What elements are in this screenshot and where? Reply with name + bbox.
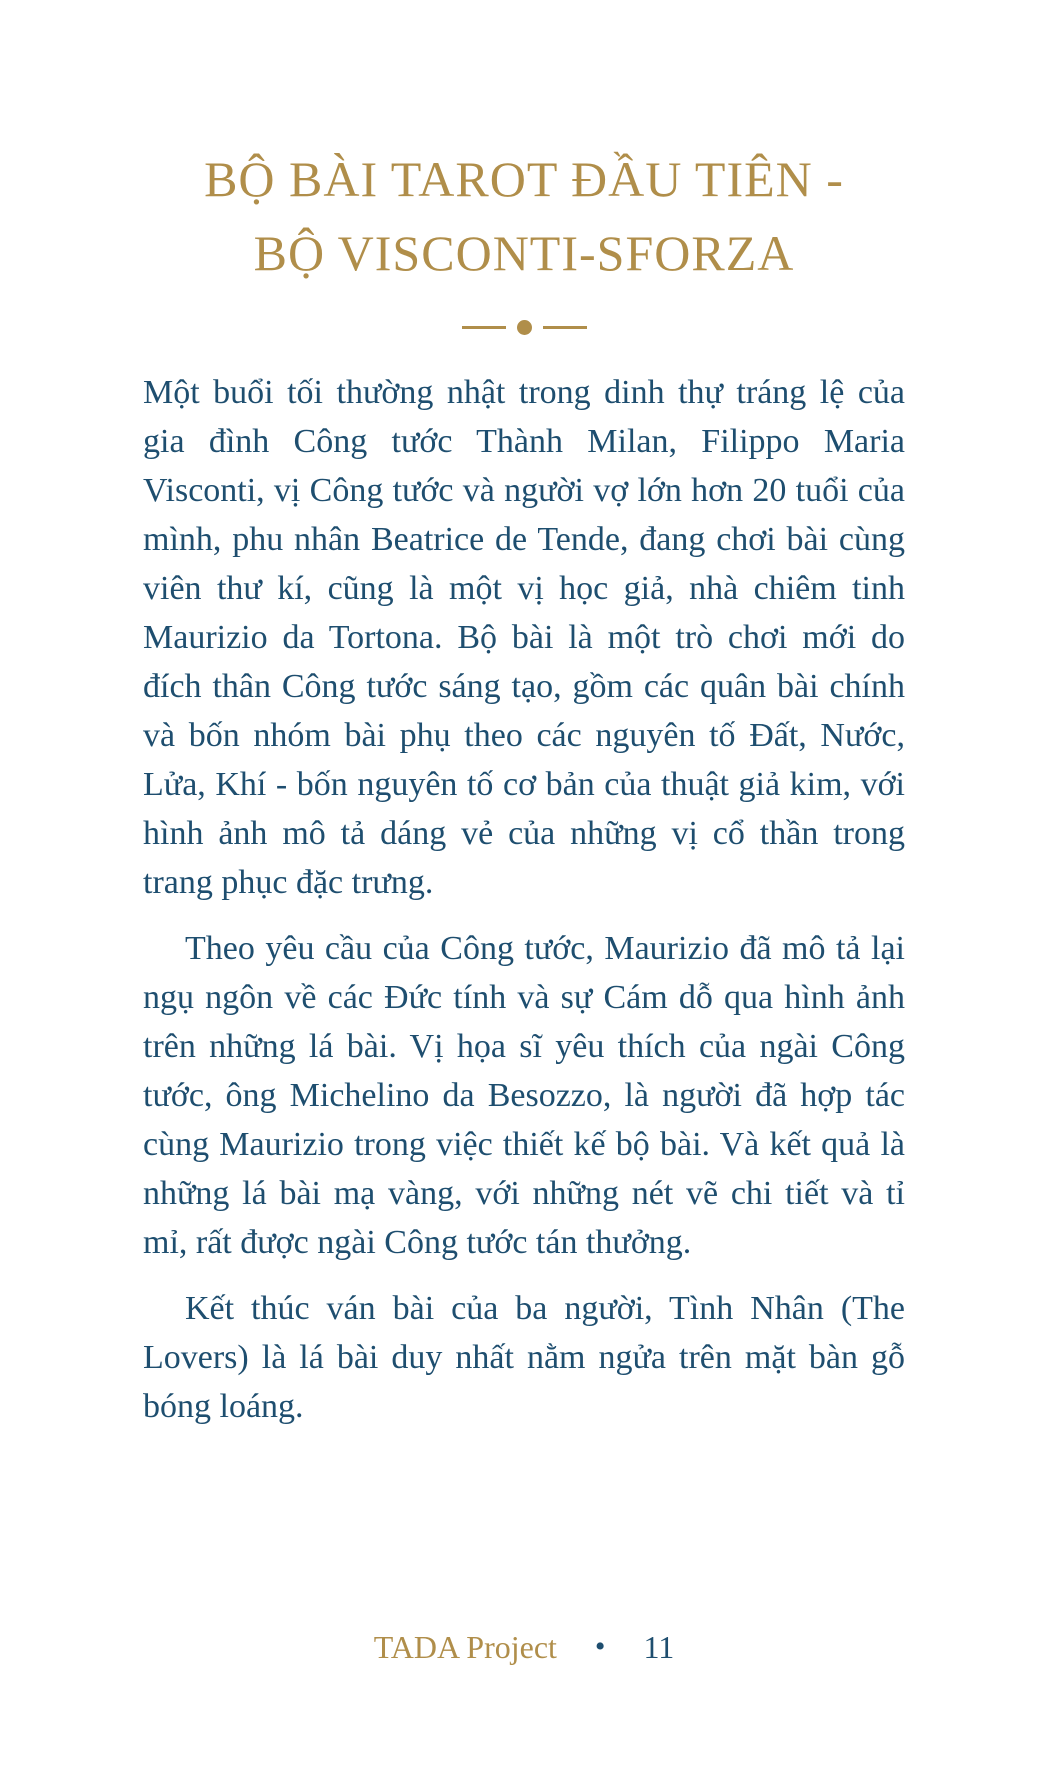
chapter-title-line-2: BỘ VISCONTI-SFORZA [253, 225, 795, 281]
chapter-title-line-1: BỘ BÀI TAROT ĐẦU TIÊN - [204, 151, 844, 207]
footer-separator-dot: • [594, 1630, 606, 1663]
body-paragraph: Một buổi tối thường nhật trong dinh thự tráng lệ của gia đình Công tước Thành Milan, Filippo Maria Visconti, vị Công tước và người vợ lớn hơn 20 tuổi của mình, phu nhân Beatrice de Tende, đang chơi bài cùng viên thư kí, cũng là một vị học giả, nhà chiêm tinh Maurizio da Tortona. Bộ bài là một trò chơi mới do đích thân Công tước sáng tạo, gồm các quân bài chính và bốn nhóm bài phụ theo các nguyên tố Đất, Nước, Lửa, Khí - bốn nguyên tố cơ bản của thuật giả kim, với hình ảnh mô tả dáng vẻ của những vị cổ thần trong trang phục đặc trưng. [143, 374, 905, 901]
page-footer [0, 1629, 1048, 1666]
section-divider [143, 318, 905, 336]
page-number: 11 [643, 1629, 675, 1665]
body-paragraph: Kết thúc ván bài của ba người, Tình Nhân (The Lovers) là lá bài duy nhất nằm ngửa trên mặt bàn gỗ bóng loáng. [143, 1290, 905, 1425]
page-body [143, 368, 905, 1431]
chapter-title [143, 142, 905, 290]
footer-brand: TADA Project [373, 1629, 557, 1665]
book-page [0, 142, 1048, 1788]
divider-line-right [543, 326, 587, 329]
divider-line-left [462, 326, 506, 329]
divider-dot [517, 320, 532, 335]
body-paragraph: Theo yêu cầu của Công tước, Maurizio đã mô tả lại ngụ ngôn về các Đức tính và sự Cám dỗ qua hình ảnh trên những lá bài. Vị họa sĩ yêu thích của ngài Công tước, ông Michelino da Besozzo, là người đã hợp tác cùng Maurizio trong việc thiết kế bộ bài. Và kết quả là những lá bài mạ vàng, với những nét vẽ chi tiết và tỉ mỉ, rất được ngài Công tước tán thưởng. [143, 930, 905, 1261]
